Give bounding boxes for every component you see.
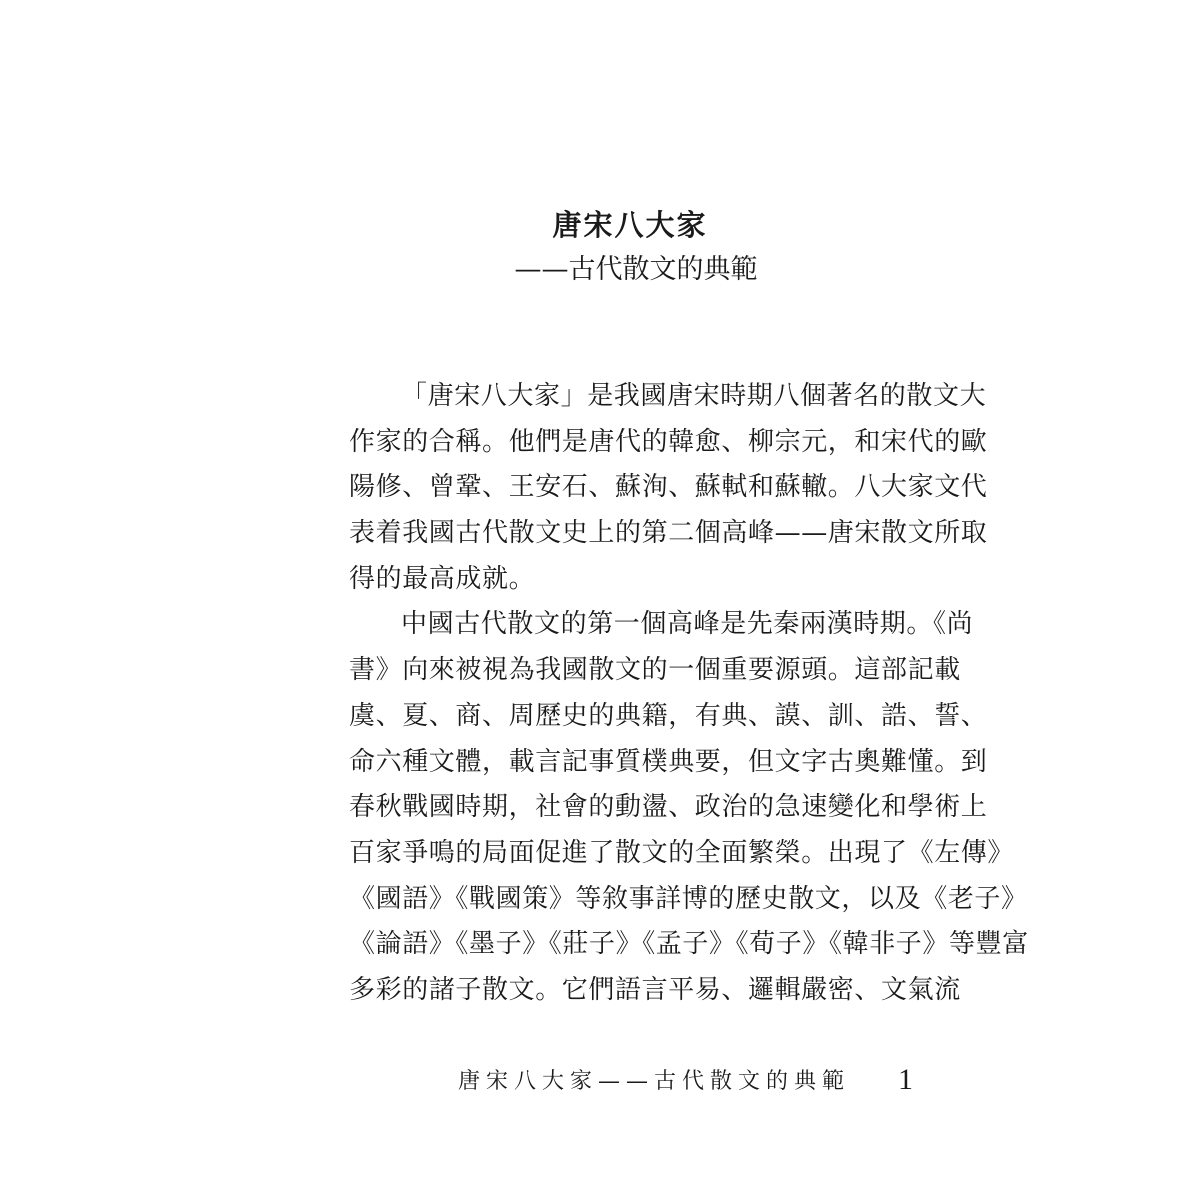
paragraph-2-line-6: 百家爭鳴的局面促進了散文的全面繁榮。出現了《左傳》 xyxy=(349,837,1015,868)
paragraph-2-line-8: 《論語》《墨子》《莊子》《孟子》《荀子》《韓非子》等豐富 xyxy=(349,929,1029,960)
page-footer xyxy=(0,1064,1200,1104)
paragraph-1-line-1: 「唐宋八大家」是我國唐宋時期八個著名的散文大 xyxy=(401,381,987,411)
body-text xyxy=(349,374,1029,1014)
page-subtitle: ——古代散文的典範 xyxy=(514,254,758,285)
paragraph-1-line-4: 表着我國古代散文史上的第二個高峰——唐宋散文所取 xyxy=(349,518,988,549)
paragraph-2-line-3: 虞、夏、商、周歷史的典籍，有典、謨、訓、誥、誓、 xyxy=(349,700,988,731)
page-title: 唐宋八大家 xyxy=(552,208,708,242)
paragraph-1-line-2: 作家的合稱。他們是唐代的韓愈、柳宗元，和宋代的歐 xyxy=(349,426,988,457)
paragraph-2-line-2: 書》向來被視為我國散文的一個重要源頭。這部記載 xyxy=(349,655,961,686)
running-title: 唐宋八大家——古代散文的典範 xyxy=(457,1069,850,1094)
paragraph-1-line-3: 陽修、曾鞏、王安石、蘇洵、蘇軾和蘇轍。八大家文代 xyxy=(349,472,988,503)
paragraph-2-line-7: 《國語》《戰國策》等敘事詳博的歷史散文，以及《老子》 xyxy=(349,883,1028,914)
page-number: 1 xyxy=(898,1063,913,1096)
paragraph-2-line-1: 中國古代散文的第一個高峰是先秦兩漢時期。《尚 xyxy=(401,609,974,640)
paragraph-2-line-4: 命六種文體，載言記事質樸典要，但文字古奧難懂。到 xyxy=(349,746,988,777)
paragraph-1-line-5: 得的最高成就。 xyxy=(349,563,536,594)
paragraph-2-line-5: 春秋戰國時期，社會的動盪、政治的急速變化和學術上 xyxy=(349,792,988,823)
paragraph-2-line-9: 多彩的諸子散文。它們語言平易、邏輯嚴密、文氣流 xyxy=(349,974,961,1005)
